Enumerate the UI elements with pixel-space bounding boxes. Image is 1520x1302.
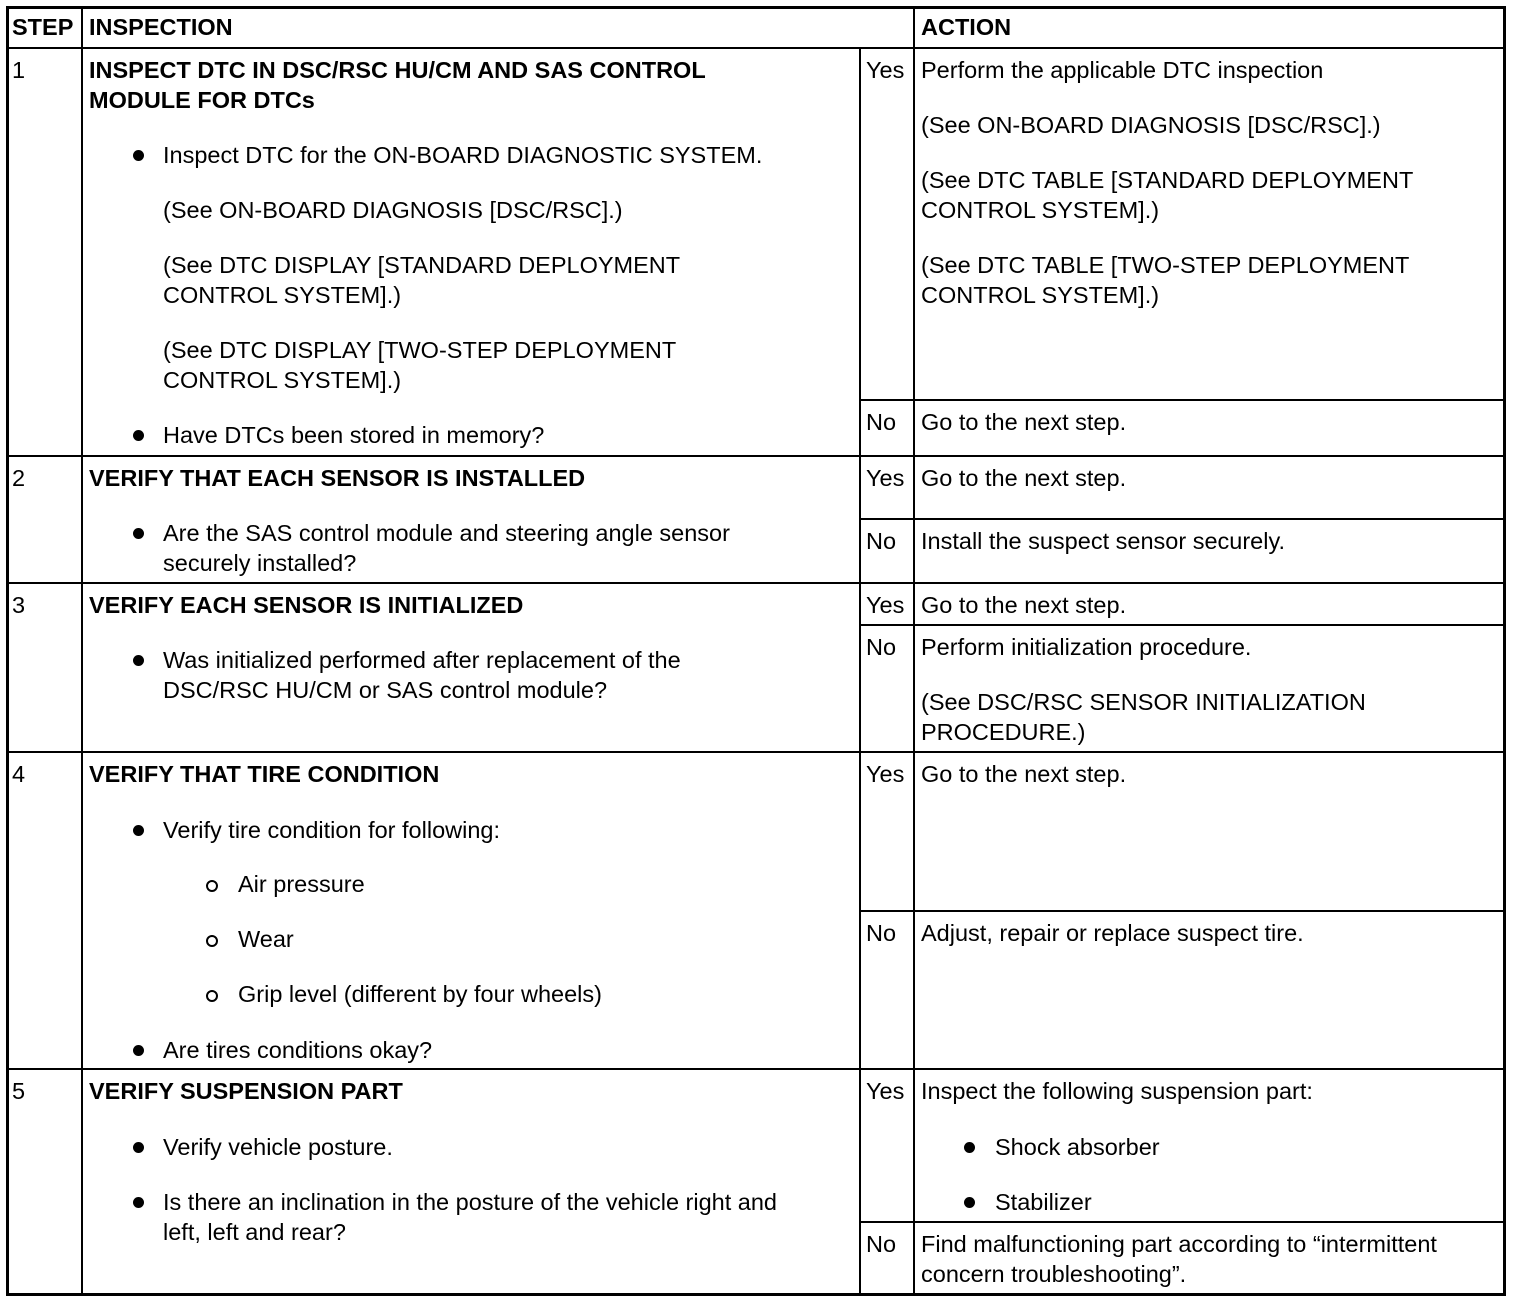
step-number: 4 [12, 761, 26, 787]
sub-item: Wear [238, 926, 294, 952]
step-title: VERIFY EACH SENSOR IS INITIALIZED [89, 592, 524, 618]
inspection-question: DSC/RSC HU/CM or SAS control module? [163, 677, 608, 703]
header-divider [6, 47, 1506, 49]
reference-text: CONTROL SYSTEM].) [163, 282, 402, 308]
no-label: No [866, 920, 897, 946]
inspection-item: Verify tire condition for following: [163, 817, 500, 843]
bullet-icon [133, 825, 144, 836]
inspection-question: Was initialized performed after replacement of the [163, 647, 681, 673]
col-divider-step [81, 6, 83, 1296]
action-text: Go to the next step. [921, 465, 1127, 491]
reference-text: (See DTC TABLE [STANDARD DEPLOYMENT [921, 167, 1414, 193]
reference-text: CONTROL SYSTEM].) [163, 367, 402, 393]
yesno-divider-4 [859, 910, 1506, 912]
bullet-icon [133, 150, 144, 161]
step-title: VERIFY SUSPENSION PART [89, 1078, 403, 1104]
yesno-divider-5 [859, 1221, 1506, 1223]
reference-text: (See DTC TABLE [TWO-STEP DEPLOYMENT [921, 252, 1410, 278]
inspection-question: Are tires conditions okay? [163, 1037, 433, 1063]
sub-bullet-icon [206, 935, 218, 947]
yesno-divider-2 [859, 518, 1506, 520]
bullet-icon [133, 430, 144, 441]
inspection-item: Inspect DTC for the ON-BOARD DIAGNOSTIC SYSTEM. [163, 142, 763, 168]
row-divider-1-2 [6, 455, 1506, 457]
reference-text: (See DSC/RSC SENSOR INITIALIZATION [921, 689, 1366, 715]
inspection-question: securely installed? [163, 550, 357, 576]
bullet-icon [133, 1142, 144, 1153]
reference-text: (See DTC DISPLAY [STANDARD DEPLOYMENT [163, 252, 681, 278]
yes-label: Yes [866, 1078, 905, 1104]
step-title: VERIFY THAT TIRE CONDITION [89, 761, 440, 787]
bullet-icon [133, 1045, 144, 1056]
header-inspection: INSPECTION [89, 14, 233, 40]
sub-item: Grip level (different by four wheels) [238, 981, 602, 1007]
reference-text: CONTROL SYSTEM].) [921, 282, 1160, 308]
row-divider-2-3 [6, 582, 1506, 584]
step-number: 1 [12, 57, 26, 83]
sub-bullet-icon [206, 990, 218, 1002]
step-title: VERIFY THAT EACH SENSOR IS INSTALLED [89, 465, 586, 491]
step-title: MODULE FOR DTCs [89, 87, 315, 113]
bullet-icon [964, 1197, 975, 1208]
bullet-icon [133, 528, 144, 539]
no-label: No [866, 528, 897, 554]
inspection-question: Are the SAS control module and steering angle sensor [163, 520, 730, 546]
action-text: Find malfunctioning part according to “intermittent [921, 1231, 1437, 1257]
step-title: INSPECT DTC IN DSC/RSC HU/CM AND SAS CONTROL [89, 57, 706, 83]
col-divider-yesno [859, 48, 861, 1296]
yes-label: Yes [866, 761, 905, 787]
bullet-icon [133, 1197, 144, 1208]
action-item: Shock absorber [995, 1134, 1160, 1160]
header-action: ACTION [921, 14, 1012, 40]
inspection-question: Have DTCs been stored in memory? [163, 422, 545, 448]
action-text: Perform initialization procedure. [921, 634, 1252, 660]
reference-text: PROCEDURE.) [921, 719, 1086, 745]
inspection-question: Is there an inclination in the posture of the vehicle right and [163, 1189, 777, 1215]
reference-text: (See ON-BOARD DIAGNOSIS [DSC/RSC].) [163, 197, 623, 223]
inspection-question: left, left and rear? [163, 1219, 346, 1245]
action-text: Perform the applicable DTC inspection [921, 57, 1324, 83]
sub-bullet-icon [206, 880, 218, 892]
yesno-divider-1 [859, 399, 1506, 401]
action-text: Adjust, repair or replace suspect tire. [921, 920, 1304, 946]
sub-item: Air pressure [238, 871, 365, 897]
step-number: 3 [12, 592, 26, 618]
action-text: concern troubleshooting”. [921, 1261, 1187, 1287]
action-item: Stabilizer [995, 1189, 1092, 1215]
yesno-divider-3 [859, 624, 1506, 626]
action-text: Install the suspect sensor securely. [921, 528, 1285, 554]
action-text: Go to the next step. [921, 761, 1127, 787]
row-divider-4-5 [6, 1068, 1506, 1070]
step-number: 5 [12, 1078, 26, 1104]
reference-text: (See DTC DISPLAY [TWO-STEP DEPLOYMENT [163, 337, 677, 363]
reference-text: (See ON-BOARD DIAGNOSIS [DSC/RSC].) [921, 112, 1381, 138]
bullet-icon [133, 655, 144, 666]
action-text: Inspect the following suspension part: [921, 1078, 1313, 1104]
reference-text: CONTROL SYSTEM].) [921, 197, 1160, 223]
inspection-item: Verify vehicle posture. [163, 1134, 393, 1160]
no-label: No [866, 1231, 897, 1257]
header-step: STEP [12, 14, 74, 40]
yes-label: Yes [866, 57, 905, 83]
bullet-icon [964, 1142, 975, 1153]
action-text: Go to the next step. [921, 592, 1127, 618]
no-label: No [866, 634, 897, 660]
action-text: Go to the next step. [921, 409, 1127, 435]
row-divider-3-4 [6, 751, 1506, 753]
no-label: No [866, 409, 897, 435]
yes-label: Yes [866, 592, 905, 618]
col-divider-action [913, 6, 915, 1296]
step-number: 2 [12, 465, 26, 491]
yes-label: Yes [866, 465, 905, 491]
